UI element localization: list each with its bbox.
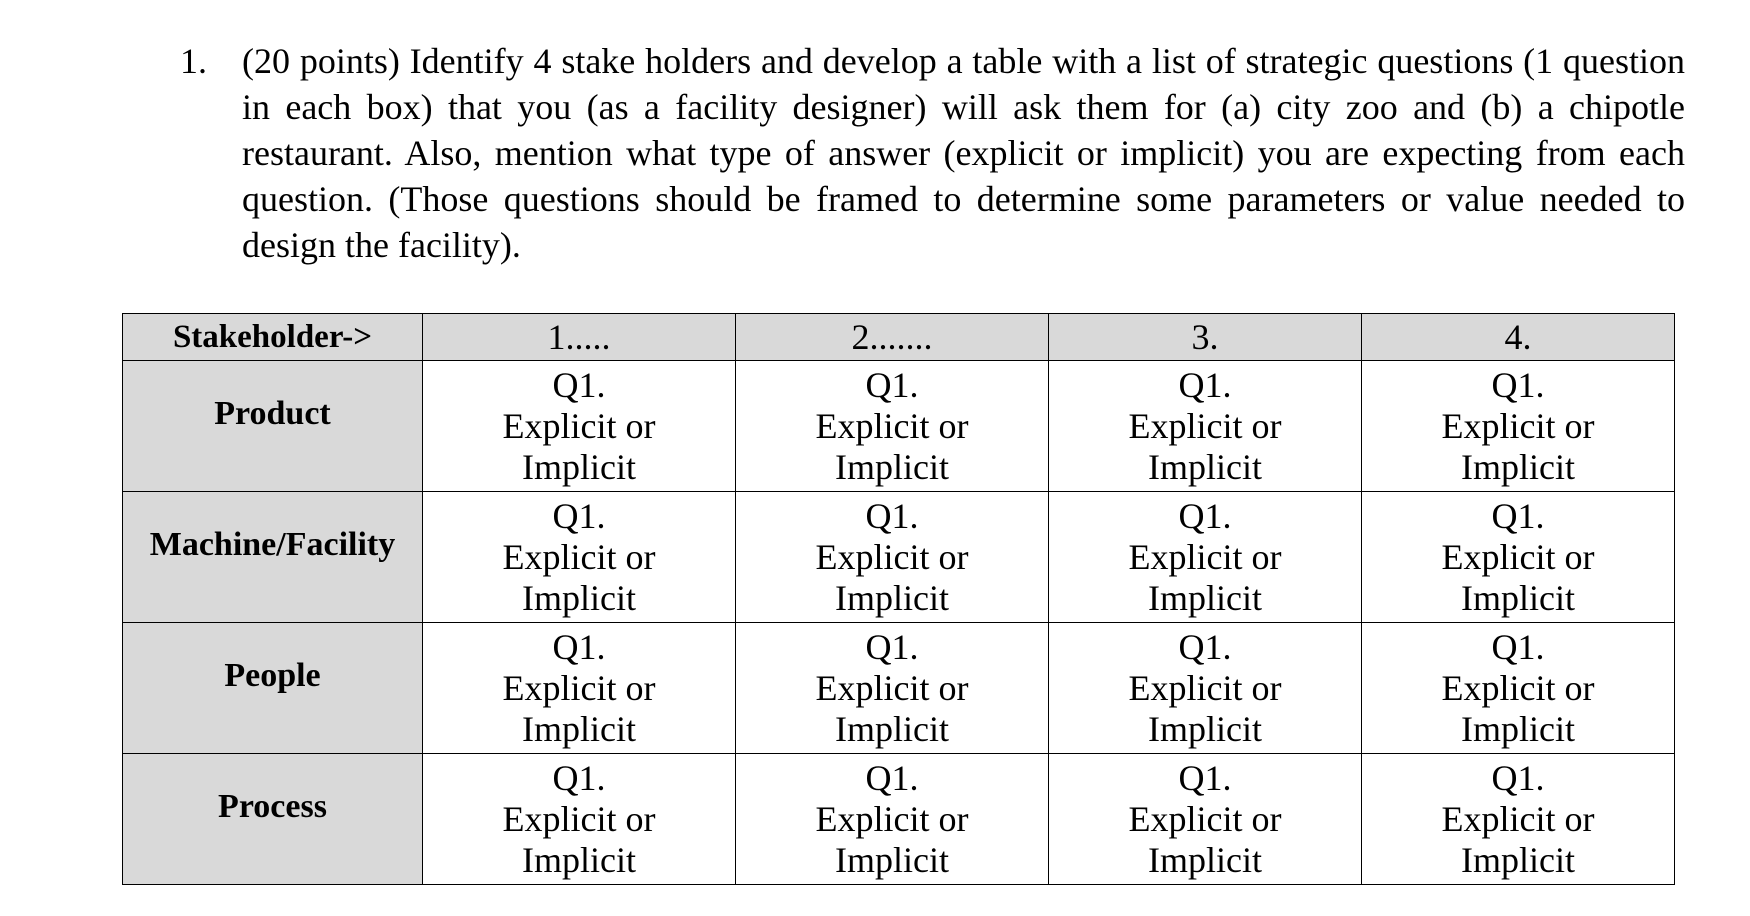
cell-answer-type: Explicit or bbox=[815, 667, 969, 708]
table-row bbox=[123, 361, 1675, 492]
cell-answer-type: Explicit or bbox=[1441, 536, 1595, 577]
cell-answer-type: Explicit or bbox=[1441, 405, 1595, 446]
cell-answer-type: Explicit or bbox=[502, 405, 656, 446]
row-label-people: People bbox=[123, 623, 423, 754]
cell-question: Q1. bbox=[865, 757, 919, 798]
cell-answer-type: Explicit or bbox=[815, 798, 969, 839]
cell-question: Q1. bbox=[865, 364, 919, 405]
cell-answer-type: Explicit or bbox=[1128, 405, 1282, 446]
cell-answer-type: Implicit bbox=[835, 577, 949, 618]
cell-question: Q1. bbox=[1178, 757, 1232, 798]
table-cell bbox=[423, 492, 736, 623]
cell-answer-type: Explicit or bbox=[502, 536, 656, 577]
cell-question: Q1. bbox=[552, 626, 606, 667]
cell-answer-type: Explicit or bbox=[502, 798, 656, 839]
cell-answer-type: Explicit or bbox=[1128, 667, 1282, 708]
table-row bbox=[123, 754, 1675, 885]
row-label-machine-facility: Machine/Facility bbox=[123, 492, 423, 623]
cell-answer-type: Implicit bbox=[1148, 708, 1262, 749]
cell-answer-type: Explicit or bbox=[815, 536, 969, 577]
cell-answer-type: Implicit bbox=[1461, 839, 1575, 880]
table-cell bbox=[1049, 623, 1362, 754]
cell-answer-type: Implicit bbox=[522, 577, 636, 618]
table-cell bbox=[736, 623, 1049, 754]
table-cell bbox=[1362, 492, 1675, 623]
cell-question: Q1. bbox=[1491, 626, 1545, 667]
cell-answer-type: Implicit bbox=[835, 446, 949, 487]
cell-question: Q1. bbox=[1491, 364, 1545, 405]
cell-question: Q1. bbox=[1178, 626, 1232, 667]
cell-question: Q1. bbox=[1491, 495, 1545, 536]
table-cell bbox=[1362, 623, 1675, 754]
cell-answer-type: Explicit or bbox=[1441, 798, 1595, 839]
cell-answer-type: Implicit bbox=[1461, 577, 1575, 618]
table-cell bbox=[1362, 361, 1675, 492]
cell-answer-type: Implicit bbox=[522, 839, 636, 880]
table-cell bbox=[1362, 754, 1675, 885]
table-cell bbox=[1049, 754, 1362, 885]
table-cell bbox=[423, 623, 736, 754]
stakeholder-header-4: 4. bbox=[1362, 314, 1675, 361]
cell-question: Q1. bbox=[865, 626, 919, 667]
cell-answer-type: Explicit or bbox=[1128, 536, 1282, 577]
table-cell bbox=[423, 754, 736, 885]
row-label-process: Process bbox=[123, 754, 423, 885]
cell-question: Q1. bbox=[1178, 495, 1232, 536]
cell-answer-type: Explicit or bbox=[1441, 667, 1595, 708]
row-label-product: Product bbox=[123, 361, 423, 492]
cell-answer-type: Implicit bbox=[1148, 446, 1262, 487]
table-cell bbox=[736, 754, 1049, 885]
table-cell bbox=[1049, 492, 1362, 623]
cell-question: Q1. bbox=[865, 495, 919, 536]
cell-question: Q1. bbox=[552, 364, 606, 405]
table-cell bbox=[736, 361, 1049, 492]
stakeholder-table bbox=[122, 313, 1675, 885]
cell-answer-type: Implicit bbox=[835, 708, 949, 749]
cell-answer-type: Implicit bbox=[522, 708, 636, 749]
cell-question: Q1. bbox=[1491, 757, 1545, 798]
cell-question: Q1. bbox=[552, 757, 606, 798]
cell-answer-type: Implicit bbox=[1461, 446, 1575, 487]
table-header-row bbox=[123, 314, 1675, 361]
table-cell bbox=[736, 492, 1049, 623]
table-row bbox=[123, 492, 1675, 623]
cell-answer-type: Explicit or bbox=[1128, 798, 1282, 839]
stakeholder-header-1: 1..... bbox=[423, 314, 736, 361]
cell-question: Q1. bbox=[1178, 364, 1232, 405]
cell-answer-type: Explicit or bbox=[815, 405, 969, 446]
table-cell bbox=[423, 361, 736, 492]
stakeholder-header-3: 3. bbox=[1049, 314, 1362, 361]
stakeholder-header-2: 2....... bbox=[736, 314, 1049, 361]
cell-answer-type: Implicit bbox=[1148, 577, 1262, 618]
corner-header: Stakeholder-> bbox=[123, 314, 423, 361]
table-row bbox=[123, 623, 1675, 754]
table-cell bbox=[1049, 361, 1362, 492]
cell-answer-type: Implicit bbox=[835, 839, 949, 880]
question-text: (20 points) Identify 4 stake holders and develop a table with a list of strategic questions (1 question in each box) that you (as a facility designer) will ask them for (a) city zoo and (b) a chipotle restaurant. Also, mention what type of answer (explicit or implicit) you are expecting from each question. (Those questions should be framed to determine some parameters or value needed to design the facility). bbox=[242, 41, 1685, 265]
cell-question: Q1. bbox=[552, 495, 606, 536]
cell-answer-type: Explicit or bbox=[502, 667, 656, 708]
cell-answer-type: Implicit bbox=[1148, 839, 1262, 880]
cell-answer-type: Implicit bbox=[522, 446, 636, 487]
question-number: 1. bbox=[180, 41, 207, 81]
cell-answer-type: Implicit bbox=[1461, 708, 1575, 749]
